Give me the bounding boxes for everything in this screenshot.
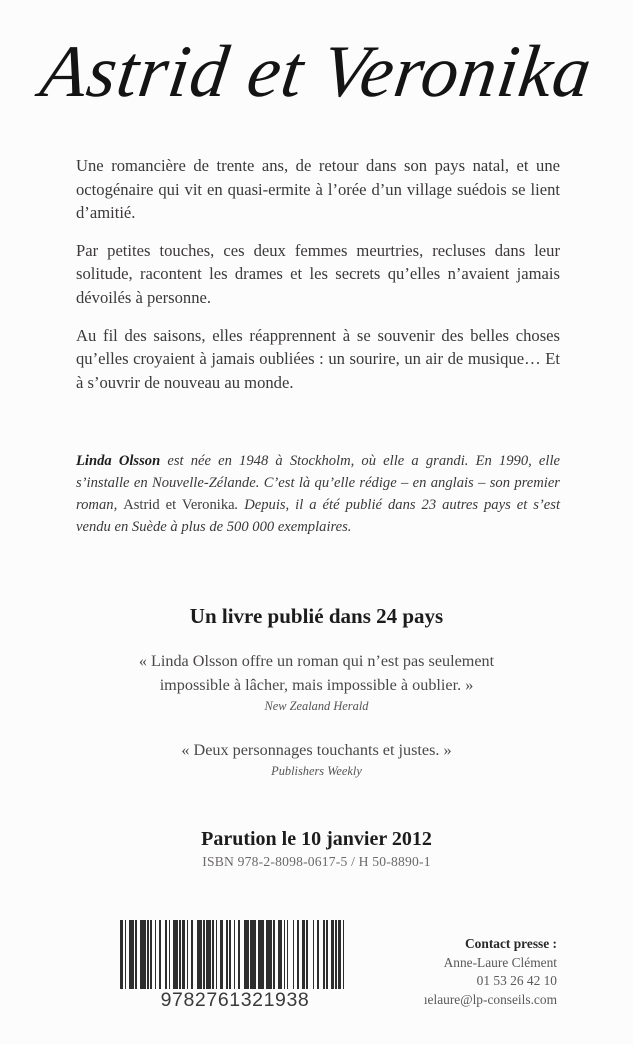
quote-text: impossible à lâcher, mais impossible à oublier. » (159, 676, 474, 694)
contact-email: ıelaure@lp-conseils.com (423, 991, 557, 1007)
release-date: Parution le 10 janvier 2012 (201, 828, 432, 850)
contact-label: Contact presse : (465, 936, 557, 951)
bio-text: est née en 1948 à Stockholm, où elle a grandi. En 1990, elle s’installe en Nouvelle-Zélande. C’est là qu’elle rédige – en anglais – son premier roman, (76, 453, 560, 513)
synopsis-paragraph: Par petites touches, ces deux femmes meurtries, recluses dans leur solitude, racontent les drames et les secrets qu’elles n’avaient jamais dévoilés à personne. (76, 240, 560, 307)
press-quote (0, 738, 633, 780)
barcode-number: 9782761321938 (160, 989, 310, 1011)
press-contact (424, 935, 557, 1009)
synopsis (76, 154, 560, 408)
bio-book-title: Astrid et Veronika (123, 497, 235, 513)
barcode-space (344, 920, 347, 989)
synopsis-paragraph: Une romancière de trente ans, de retour dans son pays natal, et une octogénaire qui vit en quasi-ermite à l’orée d’un village suédois se lient d’amitié. (76, 156, 560, 223)
isbn: ISBN 978-2-8098-0617-5 / H 50-8890-1 (202, 854, 431, 869)
author-bio (76, 450, 560, 538)
book-title: Astrid et Veronika (35, 31, 598, 113)
barcode-bars (120, 920, 348, 989)
author-name: Linda Olsson (76, 453, 161, 469)
contact-name: Anne-Laure Clément (443, 954, 557, 970)
quote-text: « Deux personnages touchants et justes. » (181, 741, 452, 759)
contact-phone: 01 53 26 42 10 (476, 973, 557, 989)
barcode (120, 920, 350, 1010)
press-quote (0, 649, 633, 715)
quote-source: New Zealand Herald (264, 699, 369, 713)
quote-text: « Linda Olsson offre un roman qui n’est pas seulement (138, 652, 495, 670)
quote-source: Publishers Weekly (271, 764, 362, 778)
headline: Un livre publié dans 24 pays (189, 604, 444, 628)
synopsis-paragraph: Au fil des saisons, elles réapprennent à se souvenir des belles choses qu’elles croyaient à jamais oubliées : un sourire, un air de musique… Et à s’ouvrir de nouveau au monde. (76, 325, 560, 392)
bio-text: . Depuis, il a été publié dans 23 autres pays et s’est vendu en Suède à plus de 500 000 exemplaires. (76, 497, 560, 535)
release-info (0, 826, 633, 872)
